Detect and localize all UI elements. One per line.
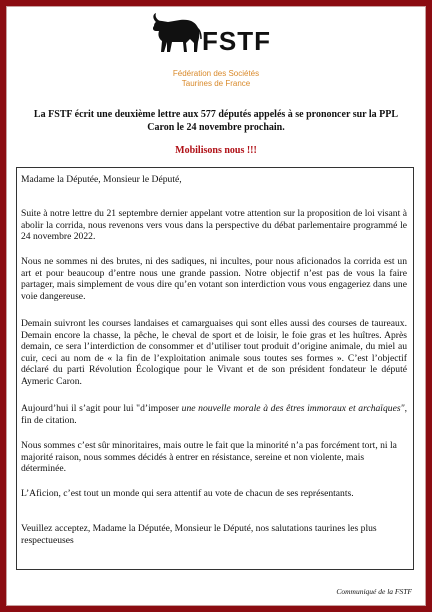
logo-text: FSTF <box>202 26 271 56</box>
paragraph-4-end: , fin de citation. <box>21 403 407 426</box>
paragraph-6: L’Aficion, c’est tout un monde qui sera attentif au vote de chacun de ses représentants. <box>21 488 354 499</box>
letter-box <box>16 167 414 570</box>
salutation: Madame la Députée, Monsieur le Député, <box>21 174 182 185</box>
paragraph-4-quote: une nouvelle morale à des êtres immoraux et archaïques" <box>181 403 405 414</box>
bull-icon <box>150 12 202 56</box>
fstf-logo <box>150 12 290 66</box>
footer-credit: Communiqué de la FSTF <box>336 587 412 596</box>
federation-line-2: Taurines de France <box>181 79 251 88</box>
headline: La FSTF écrit une deuxième lettre aux 577 députés appelés à se prononcer sur la PPL Caron le 24 novembre prochain. <box>33 109 399 133</box>
paragraph-3: Demain suivront les courses landaises et camarguaises qui sont elles aussi des courses de taureaux. Demain encore la chasse, la pêche, le cheval de sport et de loisir, le foie gras et les huîtres. Après demain, ce sera l’interdiction de consommer et d’utiliser tout produit d’origine animale, du miel au cuir, ceci au nom de « la fin de l’exploitation animale sous toutes ses formes ». C’est l’objectif déclaré du parti Révolution Écologique pour le Vivant et de son président fondateur le député Aymeric Caron. <box>21 318 407 387</box>
federation-line-1: Fédération des Sociétés <box>172 69 260 78</box>
paragraph-4-start: Aujourd’hui il s’agit pour lui "d’imposer <box>21 403 182 414</box>
closing: Veuillez acceptez, Madame la Députée, Monsieur le Député, nos salutations taurines les plus respectueuses <box>21 523 377 546</box>
paragraph-2: Nous ne sommes ni des brutes, ni des sadiques, ni incultes, pour nous aficionados la corrida est un art et pour beaucoup d’entre nous une grande passion. Notre objectif n’est pas de vous la faire partager, mais simplement de vous dire qu’en votant son interdiction vous vous engageriez dans une voie dangereuse. <box>21 256 407 302</box>
call-to-action: Mobilisons nous !!! <box>175 145 257 156</box>
paragraph-5: Nous sommes c’est sûr minoritaires, mais outre le fait que la minorité n’a pas forcément tort, ni la majorité raison, nous sommes décidés à entrer en résistance, sereine et non violente, mais déterminée. <box>21 440 397 474</box>
paragraph-4 <box>21 403 407 426</box>
paragraph-1: Suite à notre lettre du 21 septembre dernier appelant votre attention sur la proposition de loi visant à abolir la corrida, nous revenons vers vous dans la perspective du débat parlementaire programmé le 24 novembre 2022. <box>21 208 407 242</box>
